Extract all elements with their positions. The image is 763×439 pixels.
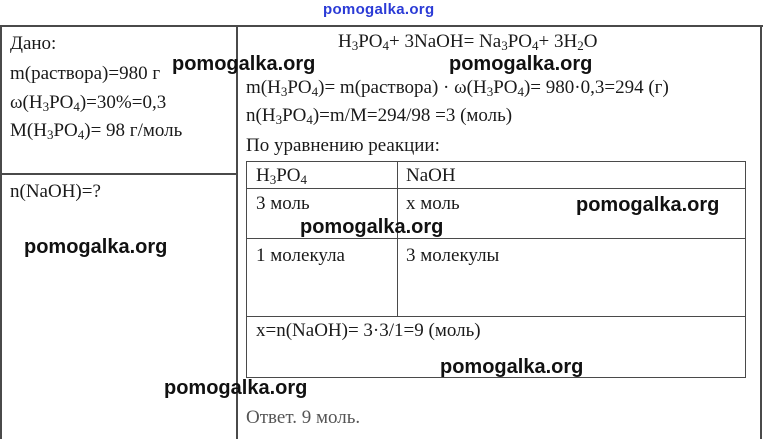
- table-right: [745, 161, 746, 378]
- watermark: pomogalka.org: [164, 377, 308, 399]
- mass-calculation: $m(H_3PO_4)=$ m(раствора) · $\omega(H_3PO_4)= 980\cdot 0,3=294$ (г): [246, 77, 669, 99]
- given-molar-mass: $M(H_3PO_4)= 98$ г/моль: [10, 120, 183, 142]
- table-row3-border: [246, 316, 746, 317]
- table-cell-r1c1: 3 моль: [256, 193, 310, 214]
- table-cell-r2c1: 1 молекула: [256, 245, 345, 266]
- by-reaction-label: По уравнению реакции:: [246, 135, 440, 156]
- site-header-watermark: pomogalka.org: [323, 1, 435, 18]
- watermark: pomogalka.org: [172, 53, 316, 75]
- table-result: x=n(NaOH)= 3·3/1=9 (моль): [256, 320, 481, 341]
- watermark: pomogalka.org: [440, 356, 584, 378]
- watermark: pomogalka.org: [300, 216, 444, 238]
- frame-right: [760, 25, 762, 439]
- watermark: pomogalka.org: [576, 194, 720, 216]
- table-mid: [397, 161, 398, 317]
- table-cell-r1c2: x моль: [406, 193, 460, 214]
- frame-left: [0, 25, 2, 439]
- table-header-h3po4: $H_3PO_4$: [256, 165, 308, 187]
- answer: Ответ. 9 моль.: [246, 407, 361, 428]
- table-left: [246, 161, 247, 378]
- moles-calculation: $n(H_3PO_4)=m/M=294/98 =3$ (моль): [246, 105, 513, 127]
- table-header-naoh: NaOH: [406, 165, 456, 186]
- given-find: n(NaOH)=?: [10, 181, 101, 202]
- given-mass-solution: m(раствора)=980 г: [10, 63, 161, 84]
- table-cell-r2c2: 3 молекулы: [406, 245, 500, 266]
- watermark: pomogalka.org: [449, 53, 593, 75]
- given-find-separator: [0, 173, 238, 175]
- frame-top: [0, 25, 763, 27]
- given-omega: $\omega(H_3PO_4)=30\%=0,3$: [10, 92, 167, 114]
- table-row1-border: [246, 188, 746, 189]
- table-top: [246, 161, 746, 162]
- given-title: Дано:: [10, 33, 57, 54]
- reaction-equation: $H_3PO_4+$ 3NaOH= $Na_3PO_4+ 3H_2O$: [338, 31, 598, 53]
- watermark: pomogalka.org: [24, 236, 168, 258]
